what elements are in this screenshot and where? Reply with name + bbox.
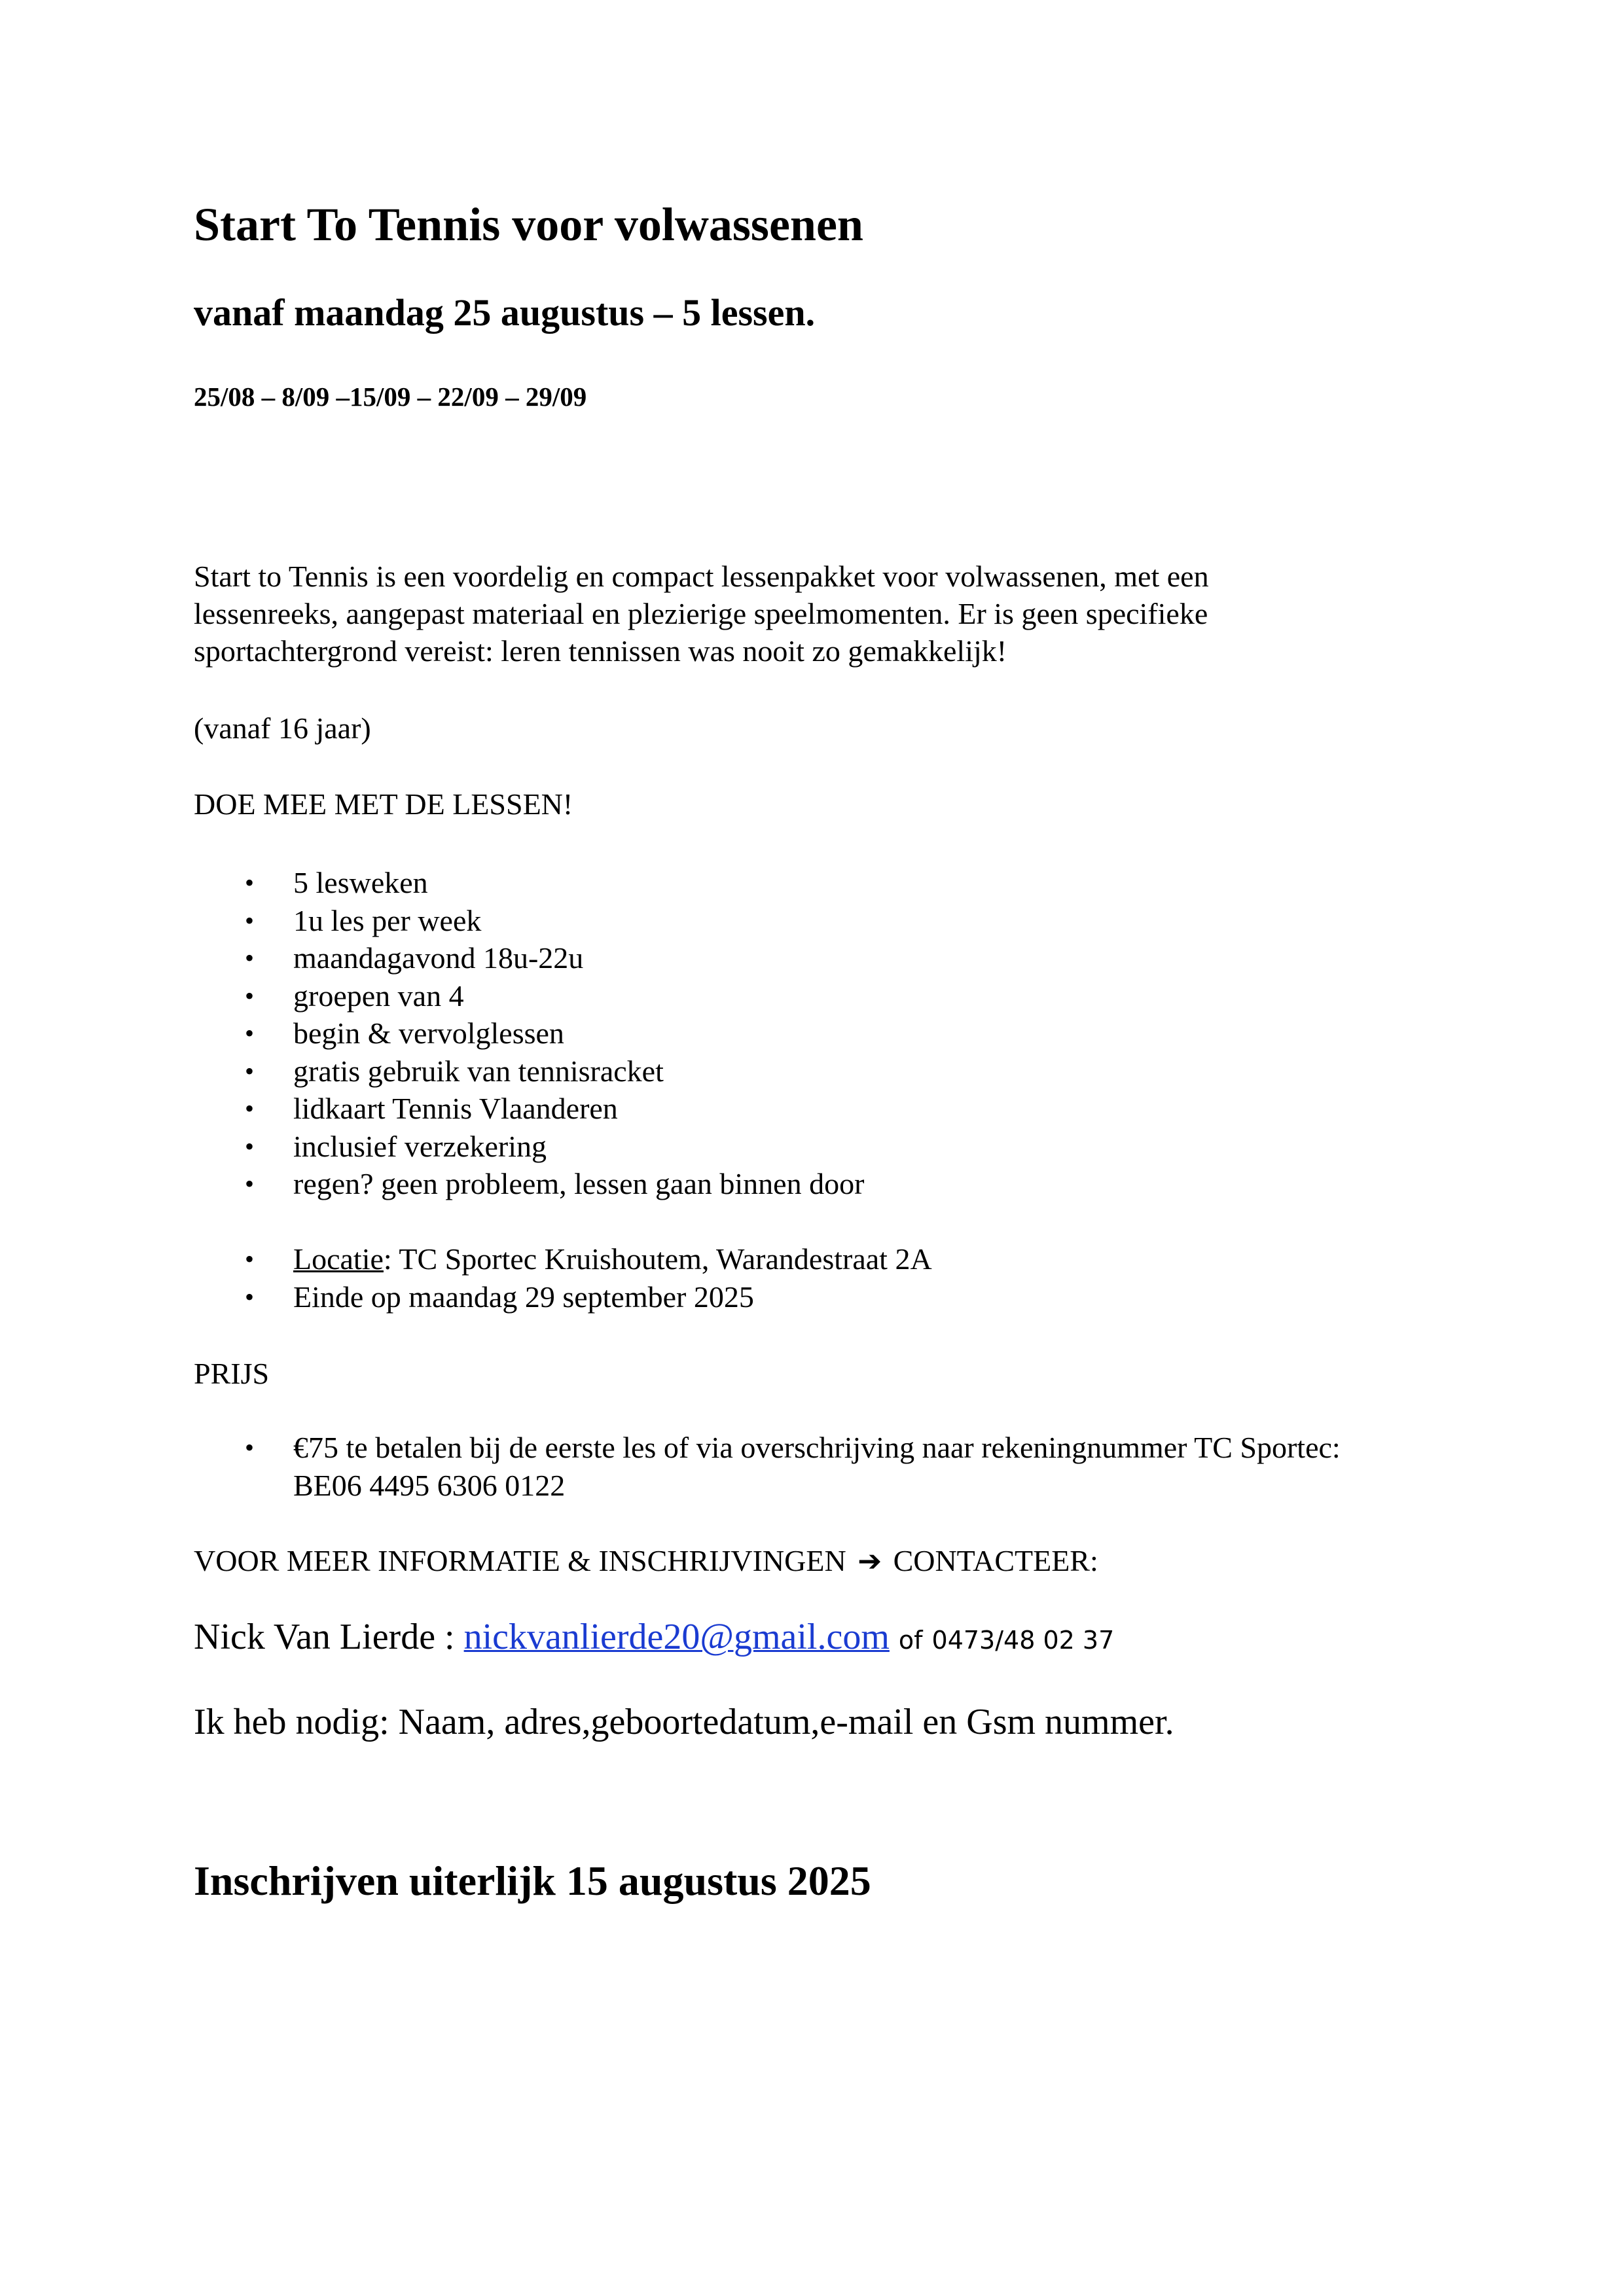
list-item-text: inclusief verzekering [293,1129,547,1163]
features-list [194,864,864,1203]
contact-heading-text: VOOR MEER INFORMATIE & INSCHRIJVINGEN [194,1544,846,1577]
list-item [194,939,864,977]
list-item [194,1128,864,1166]
registration-deadline: Inschrijven uiterlijk 15 augustus 2025 [194,1857,871,1904]
list-item-text: regen? geen probleem, lessen gaan binnen door [293,1167,865,1200]
list-item [194,864,864,902]
bullet-icon: • [245,1169,255,1198]
page-subtitle: vanaf maandag 25 augustus – 5 lessen. [194,291,816,334]
end-date-item [194,1278,932,1316]
list-item-text: begin & vervolglessen [293,1016,564,1050]
bullet-icon: • [245,980,255,1011]
bullet-icon: • [245,1056,255,1086]
location-value: : TC Sportec Kruishoutem, Warandestraat 2A [383,1242,932,1276]
age-note: (vanaf 16 jaar) [194,711,371,745]
list-item-text: 1u les per week [293,903,482,937]
page-title: Start To Tennis voor volwassenen [194,198,863,251]
intro-paragraph [194,558,1209,670]
intro-line: sportachtergrond vereist: leren tennissen was nooit zo gemakkelijk! [194,634,1007,668]
list-item-text: lidkaart Tennis Vlaanderen [293,1092,618,1125]
price-list [194,1429,1624,1504]
bullet-icon: • [245,1018,255,1048]
contact-name: Nick Van Lierde : [194,1617,464,1657]
location-item [194,1240,932,1278]
phone-number: 0473/48 02 37 [931,1626,1115,1655]
location-list [194,1240,932,1316]
email-link[interactable]: nickvanlierde20@gmail.com [463,1617,890,1657]
bullet-icon: • [245,1094,255,1123]
bullet-icon: • [245,868,255,897]
bullet-icon: • [245,905,255,935]
of-text: of [898,1626,923,1655]
contact-heading-text: CONTACTEER: [893,1544,1098,1577]
contact-line [194,1614,1114,1663]
intro-line: Start to Tennis is een voordelig en compact lessenpakket voor volwassenen, met een [194,560,1209,593]
bullet-icon: • [245,943,255,973]
location-label: Locatie [293,1242,384,1276]
list-item [194,1014,864,1052]
list-item [194,1165,864,1203]
list-item [194,1090,864,1128]
list-item-text: 5 lesweken [293,866,428,899]
bank-account-number: BE06 4495 6306 0122 [293,1468,566,1502]
intro-line: lessenreeks, aangepast materiaal en plezierige speelmomenten. Er is geen specifieke [194,597,1208,630]
contact-heading [194,1542,1098,1580]
list-item-text: maandagavond 18u-22u [293,941,584,975]
bullet-icon: • [245,1244,255,1274]
arrow-right-icon: ➔ [857,1545,882,1578]
bullet-icon: • [245,1131,255,1161]
list-item-text: gratis gebruik van tennisracket [293,1054,664,1088]
end-date-text: Einde op maandag 29 september 2025 [293,1280,754,1314]
bullet-icon: • [245,1282,255,1312]
bullet-icon: • [245,1433,255,1462]
list-item [194,902,864,940]
list-item [194,977,864,1015]
join-heading: DOE MEE MET DE LESSEN! [194,787,573,821]
required-info-note: Ik heb nodig: Naam, adres,geboortedatum,e-mail en Gsm nummer. [194,1702,1174,1742]
price-line: €75 te betalen bij de eerste les of via overschrijving naar rekeningnummer TC Sportec: [293,1431,1341,1464]
list-item-text: groepen van 4 [293,978,464,1013]
list-item [194,1052,864,1090]
price-heading: PRIJS [194,1357,270,1390]
price-item [194,1429,1624,1504]
lesson-dates: 25/08 – 8/09 –15/09 – 22/09 – 29/09 [194,382,587,412]
